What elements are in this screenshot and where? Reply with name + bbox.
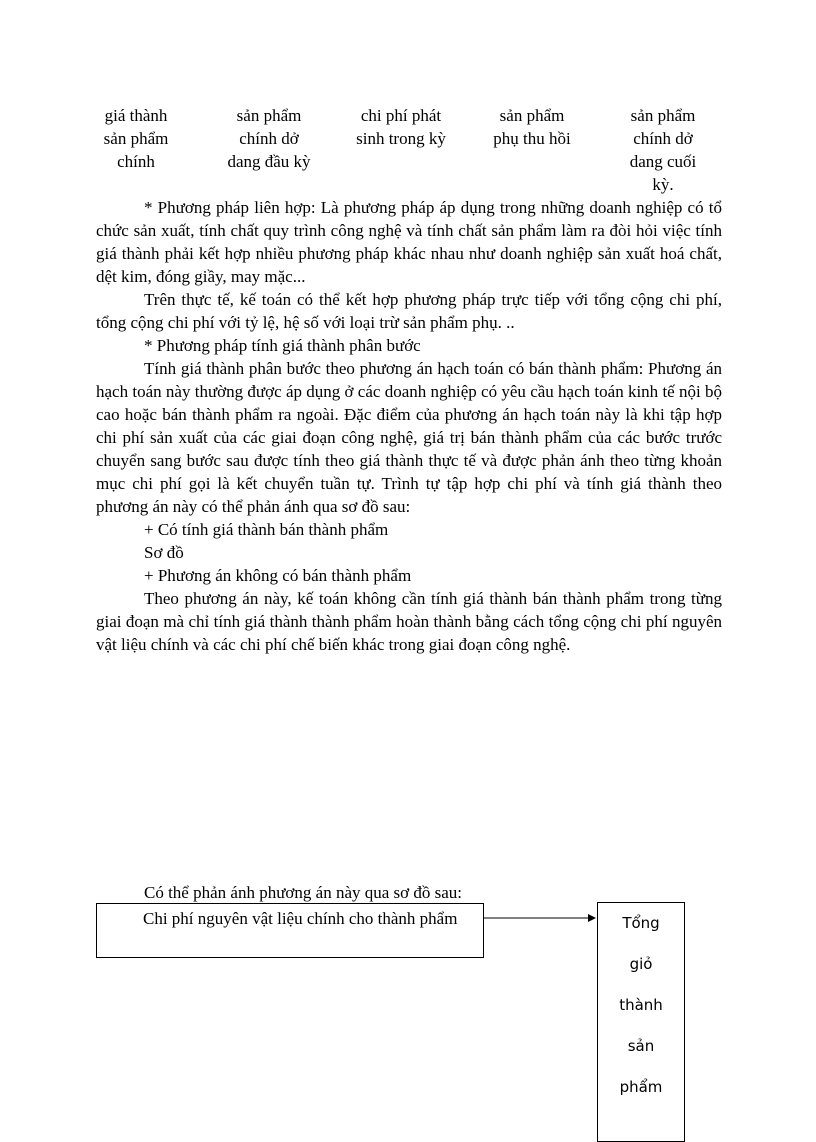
diagram-arrow <box>484 912 596 924</box>
heading-step-costing: * Phương pháp tính giá thành phân bước <box>144 336 421 355</box>
item-with-semi-finished: + Có tính giá thành bán thành phẩm <box>144 520 389 539</box>
paragraph-without-semi-finished: Theo phương án này, kế toán không cần tính giá thành bán thành phẩm trong từng giai đoạn mà chỉ tính giá thành thành phẩm hoàn thành bằng cách tổng cộng chi phí nguyên vật liệu chính và các chi phí chế biến khác trong giai đoạn công nghệ. <box>96 589 722 654</box>
total-cost-word-1: Tổng <box>622 914 660 932</box>
formula-term-finished-cost: giá thành sản phẩm chính <box>103 106 169 171</box>
formula-term-period-cost: chi phí phát sinh trong kỳ <box>356 106 446 148</box>
formula-row <box>96 104 736 194</box>
paragraph-combined-method: * Phương pháp liên hợp: Là phương pháp áp dụng trong những doanh nghiệp có tổ chức sản xuất, tính chất quy trình công nghệ và tính chất sản phẩm làm ra đòi hỏi việc tính giá thành phải kết hợp nhiều phương pháp khác nhau như doanh nghiệp sản xuất hoá chất, dệt kim, đóng giầy, may mặc... <box>96 198 722 286</box>
body-text <box>96 196 722 656</box>
diagram-box-material-cost: Chi phí nguyên vật liệu chính cho thành phẩm <box>96 903 484 958</box>
formula-term-byproduct: sản phẩm phụ thu hồi <box>493 106 571 148</box>
formula-term-opening-wip: sản phẩm chính dở dang đầu kỳ <box>227 106 311 171</box>
total-cost-word-3: thành <box>619 996 663 1014</box>
total-cost-word-4: sản <box>627 1037 655 1055</box>
formula-term-closing-wip: sản phẩm chính dở dang cuối kỳ. <box>629 106 697 194</box>
diagram-box-total-cost <box>597 902 685 1142</box>
total-cost-word-2: giỏ <box>629 955 653 973</box>
diagram-placeholder-label: Sơ đồ <box>144 543 184 562</box>
diagram-intro: Có thể phản ánh phương án này qua sơ đồ sau: <box>144 883 463 902</box>
item-without-semi-finished: + Phương án không có bán thành phẩm <box>144 566 412 585</box>
total-cost-word-5: phẩm <box>619 1078 663 1096</box>
paragraph-step-costing-semi: Tính giá thành phân bước theo phương án hạch toán có bán thành phẩm: Phương án hạch toán này thường được áp dụng ở các doanh nghiệp có yêu cầu hạch toán kinh tế nội bộ cao hoặc bán thành phẩm ra ngoài. Đặc điểm của phương án hạch toán này là khi tập hợp chi phí sản xuất của các giai đoạn công nghệ, giá trị bán thành phẩm của các bước trước chuyển sang bước sau được tính theo giá thành thực tế và được phản ánh theo từng khoản mục chi phí gọi là kết chuyển tuần tự. Trình tự tập hợp chi phí và tính giá thành theo phương án này có thể phản ánh qua sơ đồ sau: <box>96 359 722 516</box>
paragraph-combination-practice: Trên thực tế, kế toán có thể kết hợp phương pháp trực tiếp với tổng cộng chi phí, tổng cộng chi phí với tỷ lệ, hệ số với loại trừ sản phẩm phụ. .. <box>96 290 722 332</box>
